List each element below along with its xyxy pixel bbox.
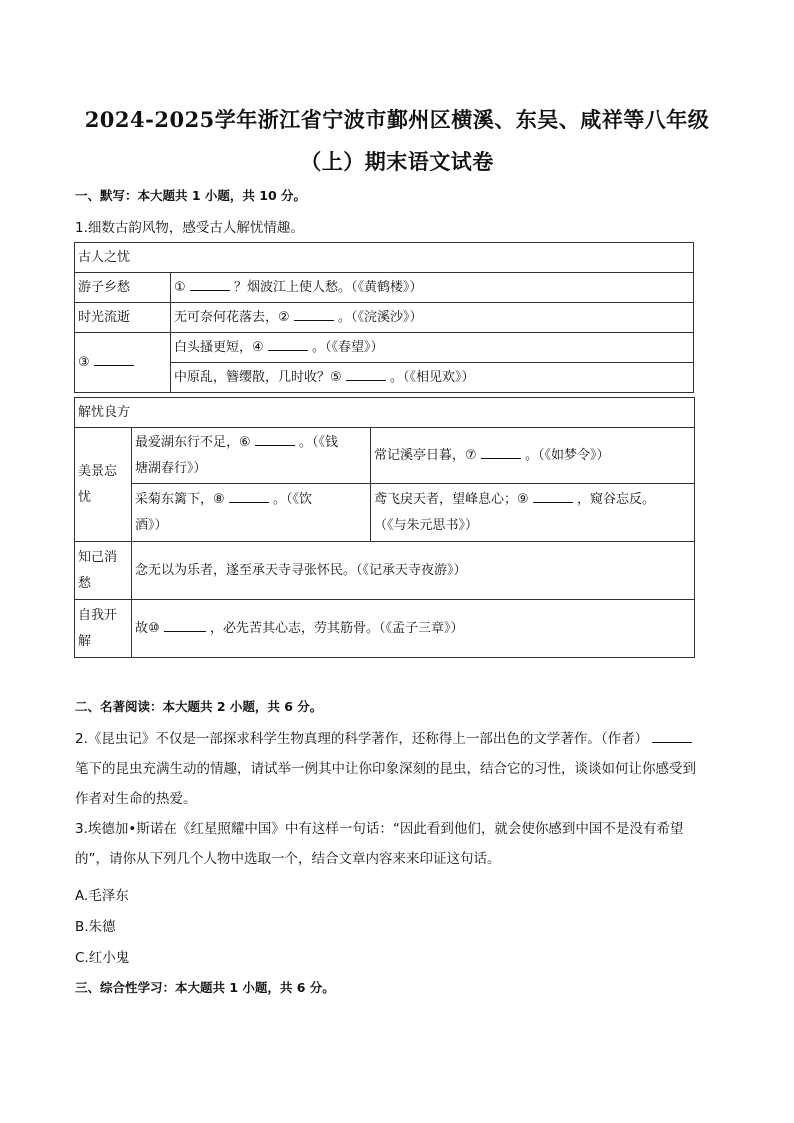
table-ancient-worries [74,242,694,393]
cell-yuzhuyuansishu: 鸢飞戾天者，望峰息心；⑨ ，窥谷忘反。 （《与朱元思书》） [371,484,695,542]
table-row [75,484,695,542]
option-b: B.朱德 [75,919,116,935]
row-label: ③ [75,333,171,393]
cell-mengzi: 故⑩ ，必先苦其心志，劳其筋骨。（《孟子三章》） [132,600,695,658]
answer-blank[interactable] [346,368,386,381]
table-row [75,542,695,600]
row-content: 无可奈何花落去，② 。（《浣溪沙》） [171,303,694,333]
table-row [75,600,695,658]
table-row [75,428,695,484]
row-label-scenery: 美景忘 忧 [75,428,132,542]
answer-blank[interactable] [481,446,521,459]
row-content: 中原乱，簪缨散，几时收？⑤ 。（《相见欢》） [171,363,694,393]
question-1: 1.细数古韵风物，感受古人解忧情趣。 [75,220,304,236]
row-content: ① ？烟波江上使人愁。（《黄鹤楼》） [171,273,694,303]
answer-blank[interactable] [190,278,230,291]
table-row [75,333,694,363]
answer-blank[interactable] [533,490,573,503]
option-c: C.红小鬼 [75,950,130,966]
answer-blank[interactable] [294,308,334,321]
row-label-friend: 知己消 愁 [75,542,132,600]
table-relief-methods [74,397,695,658]
cell-rumengling: 常记溪亭日暮，⑦ 。（《如梦令》） [371,428,695,484]
row-content: 白头搔更短，④ 。（《春望》） [171,333,694,363]
section-2-heading: 二、名著阅读：本大题共 2 小题，共 6 分。 [75,699,323,714]
row-label-self: 自我开 解 [75,600,132,658]
section-3-heading: 三、综合性学习：本大题共 1 小题，共 6 分。 [75,980,335,995]
section-1-heading: 一、默写：本大题共 1 小题，共 10 分。 [75,188,307,203]
cell-qiantang: 最爱湖东行不足，⑥ 。（《钱 塘湖春行》） [132,428,371,484]
cell-yinjiu: 采菊东篱下，⑧ 。（《饮 酒》） [132,484,371,542]
answer-blank[interactable] [94,353,134,366]
table-row [75,273,694,303]
row-label: 游子乡愁 [75,273,171,303]
exam-title-line2: （上）期末语文试卷 [300,149,494,174]
answer-blank[interactable] [229,490,269,503]
table-header-worries: 古人之忧 [75,243,694,273]
question-2: 2.《昆虫记》不仅是一部探求科学生物真理的科学著作，还称得上一部出色的文学著作。（作者） 笔下的昆虫充满生动的情趣，请试举一例其中让你印象深刻的昆虫，结合它的习性，谈谈如何让你感受到 作者对生命的热爱。 [75,731,696,807]
answer-blank[interactable] [255,433,295,446]
row-label: 时光流逝 [75,303,171,333]
answer-blank[interactable] [268,338,308,351]
answer-blank[interactable] [164,619,206,632]
answer-blank[interactable] [652,730,692,743]
exam-title-line1: 2024-2025学年浙江省宁波市鄞州区横溪、东吴、咸祥等八年级 [84,107,710,132]
table-header-relief: 解忧良方 [75,398,695,428]
cell-chengtiansi: 念无以为乐者，遂至承天寺寻张怀民。（《记承天寺夜游》） [132,542,695,600]
table-row [75,303,694,333]
question-3: 3.埃德加•斯诺在《红星照耀中国》中有这样一句话：“因此看到他们，就会使你感到中国不是没有希望 的”，请你从下列几个人物中选取一个，结合文章内容来来印证这句话。 [75,821,684,867]
option-a: A.毛泽东 [75,888,129,904]
